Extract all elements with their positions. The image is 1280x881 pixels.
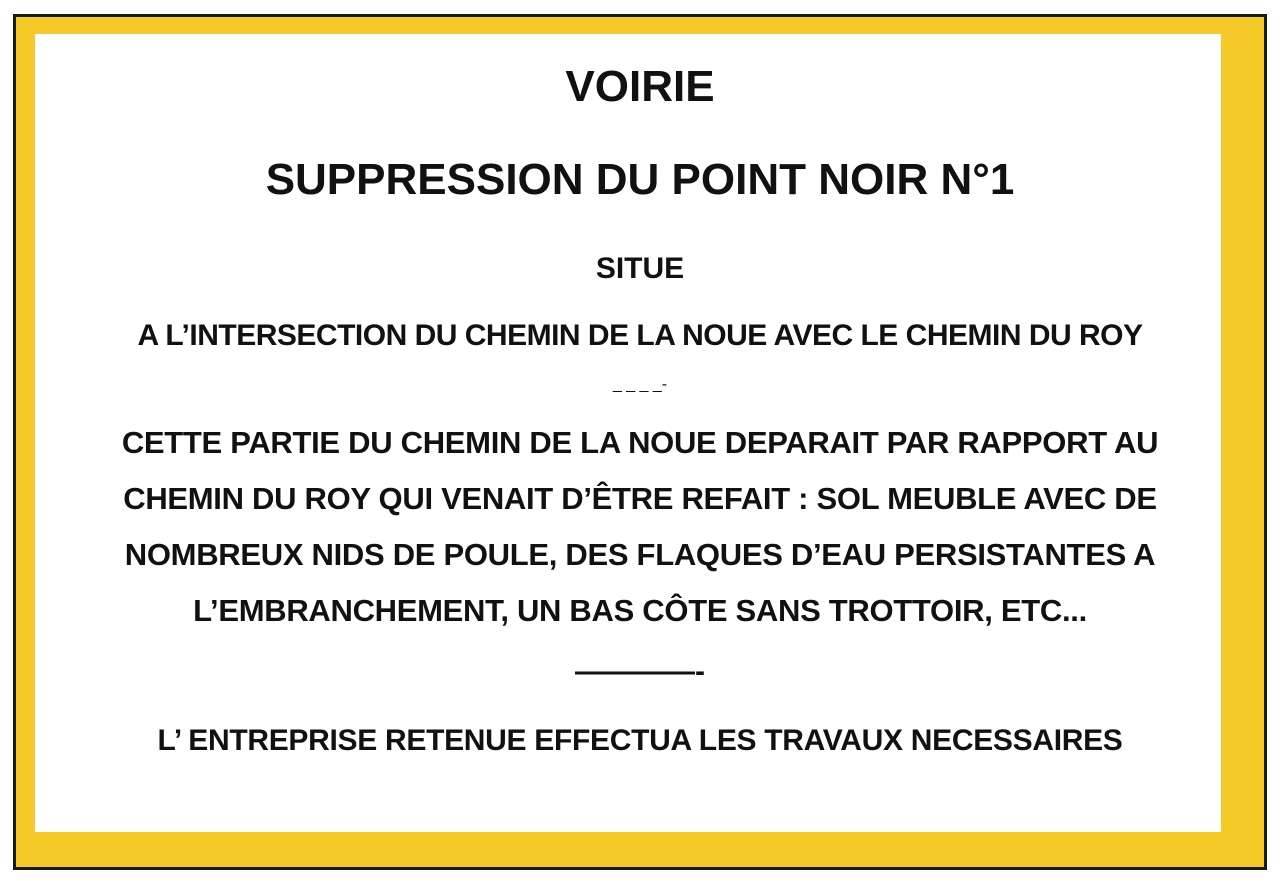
description-line: CHEMIN DU ROY QUI VENAIT D’ÊTRE REFAIT : SOL MEUBLE AVEC DE bbox=[123, 481, 1157, 516]
description-line: L’EMBRANCHEMENT, UN BAS CÔTE SANS TROTTOIR, ETC... bbox=[193, 593, 1087, 628]
notice-conclusion: L’ ENTREPRISE RETENUE EFFECTUA LES TRAVAUX NECESSAIRES bbox=[157, 724, 1123, 757]
notice-situe: SITUE bbox=[595, 252, 685, 285]
notice-location: A L’INTERSECTION DU CHEMIN DE LA NOUE AVEC LE CHEMIN DU ROY bbox=[137, 319, 1143, 352]
notice-title: VOIRIE bbox=[565, 62, 715, 111]
notice-subtitle: SUPPRESSION DU POINT NOIR N°1 bbox=[265, 155, 1015, 204]
notice-description bbox=[60, 415, 1220, 639]
separator-small: _ _ _ _- bbox=[612, 376, 668, 393]
separator-large: ————- bbox=[575, 655, 705, 688]
description-line: NOMBREUX NIDS DE POULE, DES FLAQUES D’EAU PERSISTANTES A bbox=[124, 537, 1156, 572]
description-line: CETTE PARTIE DU CHEMIN DE LA NOUE DEPARAIT PAR RAPPORT AU bbox=[121, 425, 1159, 460]
